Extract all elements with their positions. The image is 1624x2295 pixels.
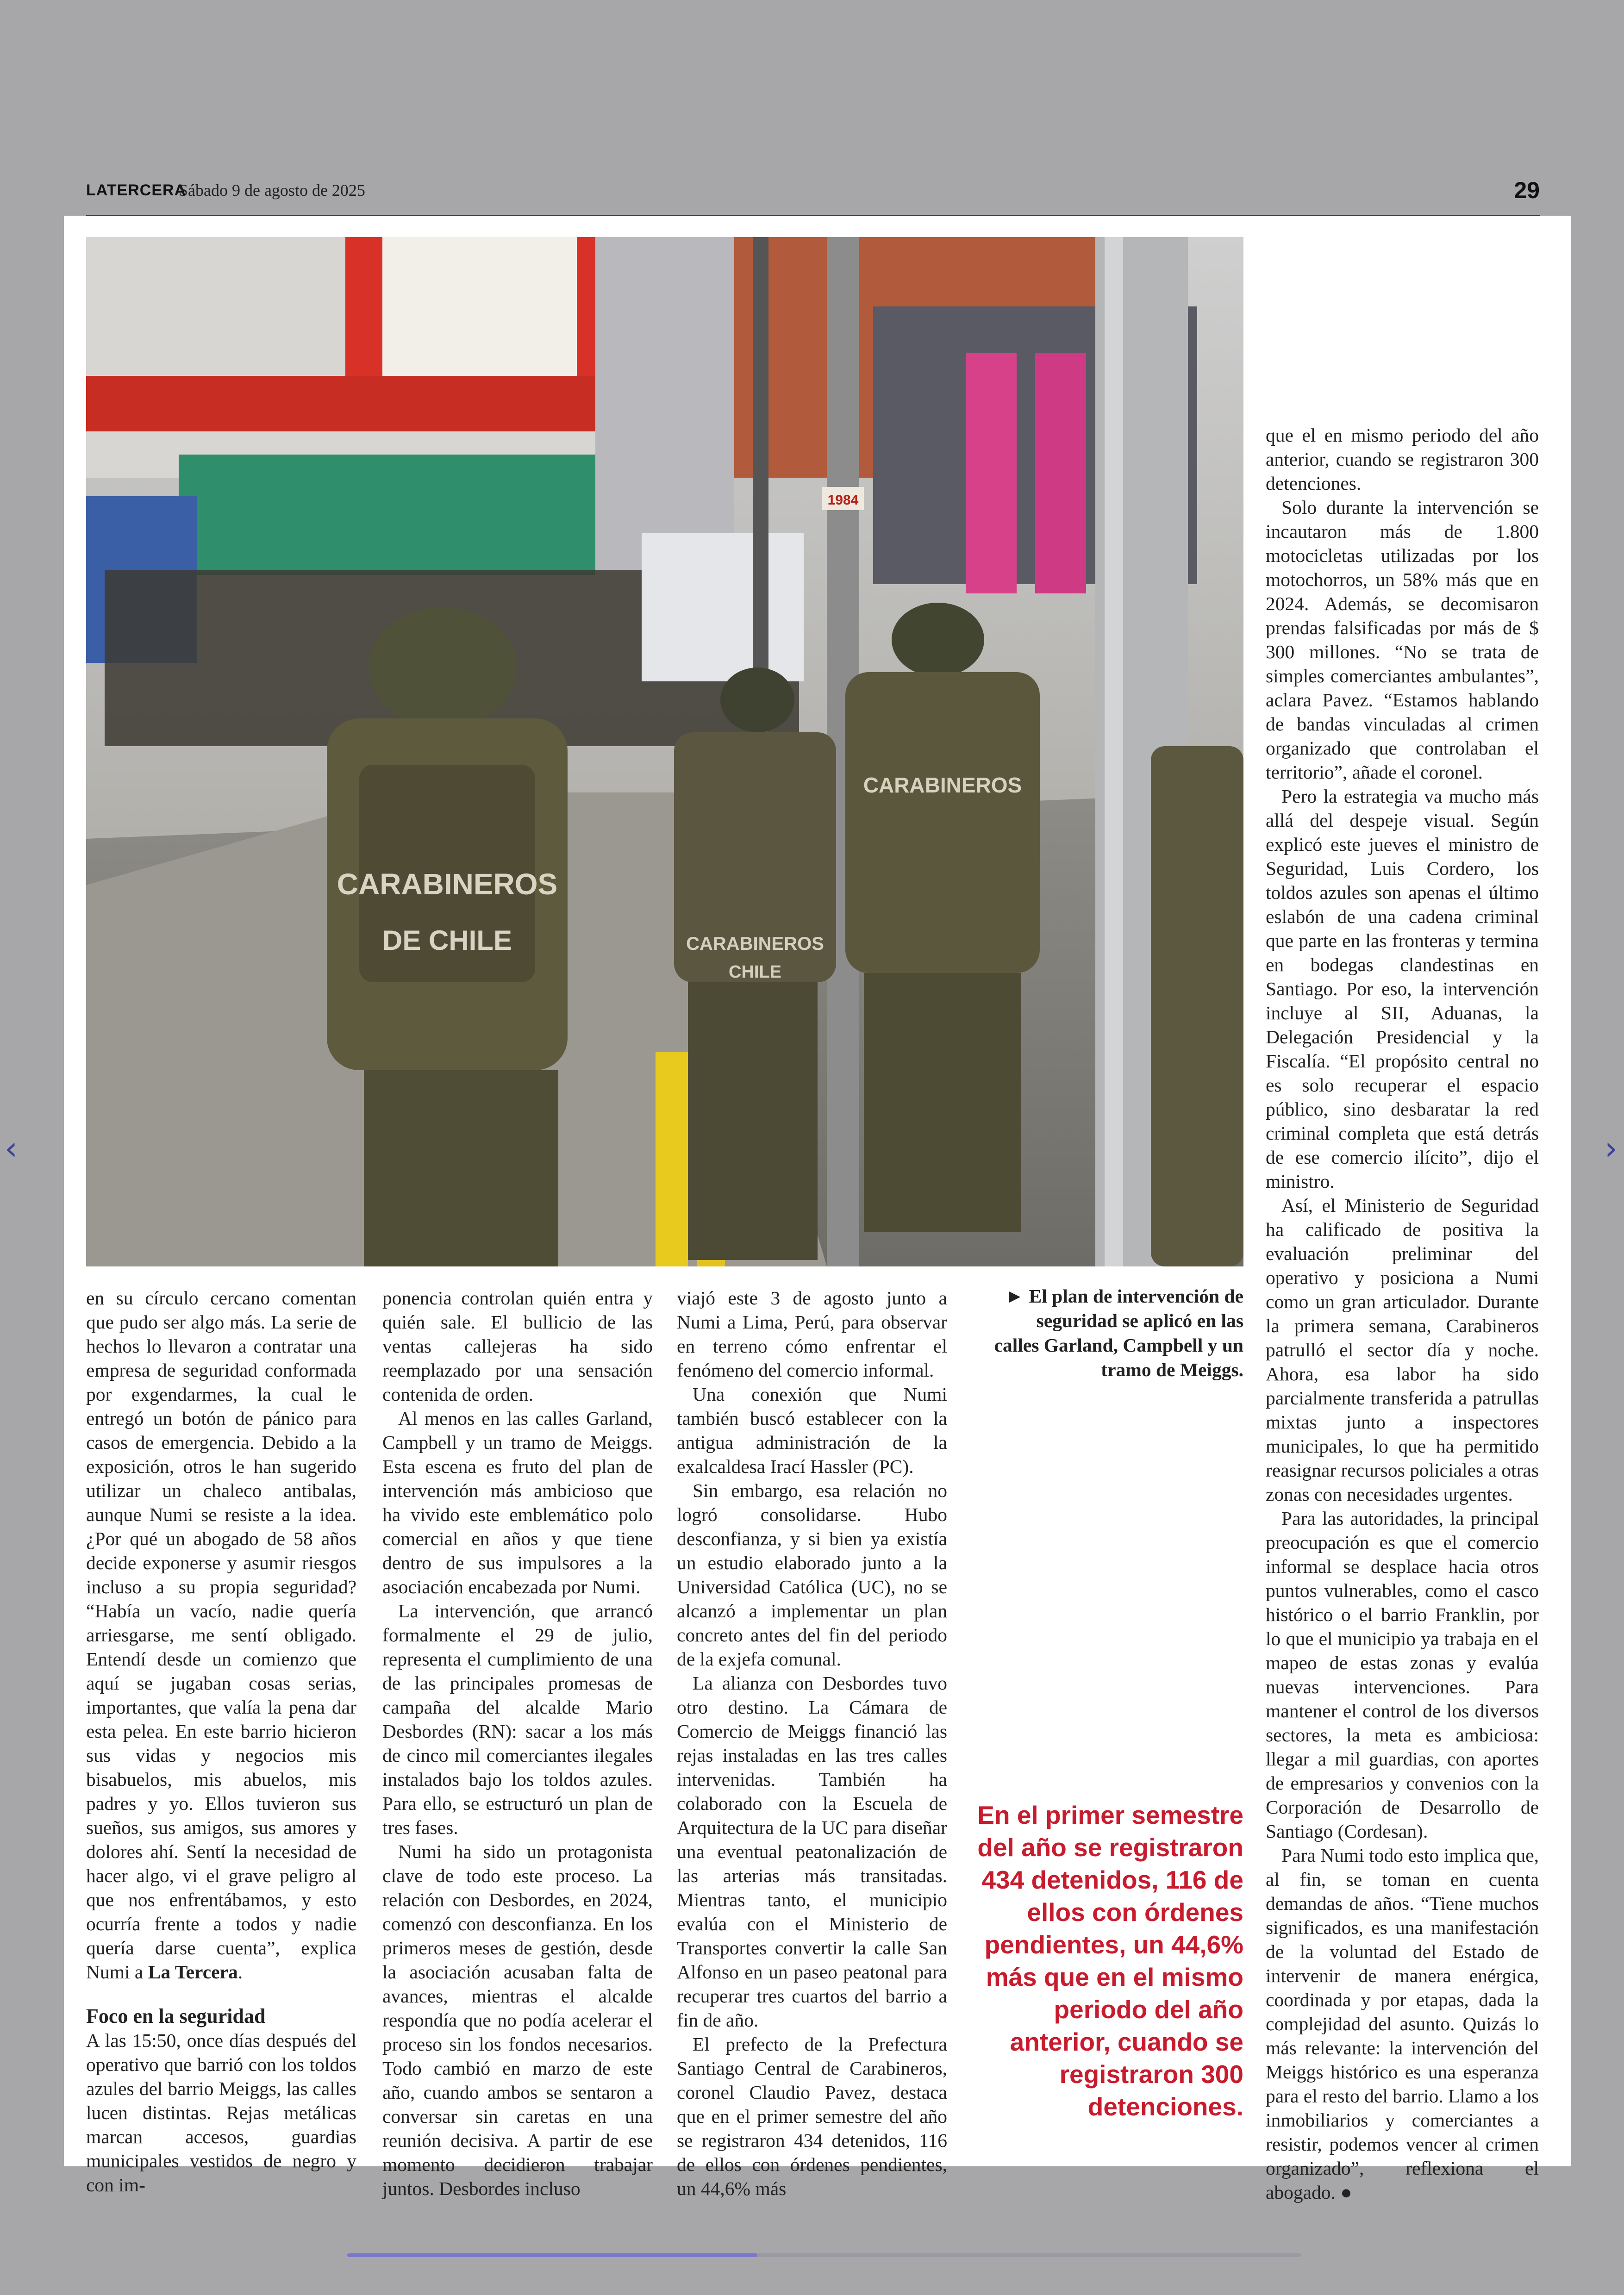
vest-text-carabineros: CARABINEROS — [337, 867, 558, 901]
vest-text-carabineros-2: CARABINEROS — [686, 934, 824, 954]
article-column-1 — [86, 1286, 356, 2197]
paragraph: en su círculo cercano comentan que pudo ser algo más. La serie de hechos lo llevaron a contratar una empresa de seguridad conformada por exgendarmes, la cual le entregó un botón de pánico para casos de emergencia. Debido a la exposición, otros le han sugerido utilizar un chaleco antibalas, aunque Numi se resiste a la idea. ¿Por qué un abogado de 58 años decide exponerse y asumir riesgos incluso a su propia seguridad? “Había un vacío, nadie quería arriesgarse, me sentí obligado. Entendí desde un comienzo que aquí se jugaban cosas serias, importantes, que valía la pena dar esta pelea. En este barrio hicieron sus vidas y negocios mis bisabuelos, mis abuelos, mis padres y yo. Ellos tuvieron sus sueños, sus amigos, sus amores y dolores ahí. Sentí la necesidad de hacer algo, vi el grave peligro al que nos enfrentábamos, y esto ocurría frente a todos y nadie quería darse cuenta”, explica Numi a La Tercera. — [86, 1287, 356, 1983]
vest-text-carabineros-3: CARABINEROS — [863, 773, 1022, 797]
paragraph: que el en mismo periodo del año anterior, cuando se registraron 300 detenciones. — [1266, 424, 1539, 494]
paragraph: Pero la estrategia va mucho más allá del despeje visual. Según explicó este jueves el ministro de Seguridad, Luis Cordero, los toldos azules son apenas el último eslabón de una cadena criminal que parte en las fronteras y termina en bodegas clandestinas en Santiago. Por eso, la intervención incluye al SII, Aduanas, la Delegación Presidencial y la Fiscalía. “El propósito central no es solo recuperar el espacio público, sino desbaratar la red criminal completa que está detrás de ese comercio ilícito”, dijo el ministro. — [1266, 786, 1539, 1192]
publication-mention: La Tercera — [148, 1961, 238, 1983]
next-page-chevron-icon[interactable]: › — [1605, 1129, 1618, 1167]
paragraph: Para Numi todo esto implica que, al fin, se toman en cuenta demandas de años. “Tiene muchos significados, es una manifestación de la voluntad del Estado de intervenir de manera enérgica, coordinada y por etapas, dada la complejidad del asunto. Quizás lo más relevante: la intervención del Meiggs histórico es una esperanza para el resto del barrio. Llamo a los inmobiliarios y comerciantes a resistir, podemos vencer al crimen organizado”, reflexiona el abogado. ● — [1266, 1845, 1539, 2203]
photo-caption: ► El plan de intervención de seguridad se aplicó en las calles Garland, Campbell y un tramo de Meiggs. — [994, 1285, 1243, 1380]
page-header — [86, 177, 1540, 217]
vest-text-chile-2: CHILE — [729, 962, 781, 982]
article-column-2 — [382, 1286, 653, 2201]
newspaper-page — [64, 216, 1571, 2203]
paragraph: Numi ha sido un protagonista clave de todo este proceso. La relación con Desbordes, en 2024, comenzó con desconfianza. En los primeros meses de gestión, desde la asociación acusaban falta de avances, mientras el alcalde respondía que no podía acelerar el proceso sin los fondos necesarios. Todo cambió en marzo de este año, cuando ambos se sentaron a conversar sin caretas en una reunión decisiva. A partir de ese momento decidieron trabajar juntos. Desbordes incluso — [382, 1841, 653, 2199]
paragraph: La alianza con Desbordes tuvo otro destino. La Cámara de Comercio de Meiggs financió las rejas instaladas en las tres calles intervenidas. También ha colaborado con la Escuela de Arquitectura de la UC para diseñar una eventual peatonalización de las arterias más transitadas. Mientras tanto, el municipio evalúa con el Ministerio de Transportes convertir la calle San Alfonso en un paseo peatonal para recuperar tres cuartos del barrio a fin de año. — [677, 1672, 947, 2031]
section-subhead: Foco en la seguridad — [86, 2005, 266, 2027]
horizontal-scrollbar[interactable] — [347, 2253, 1301, 2257]
paragraph: Para las autoridades, la principal preocupación es que el comercio informal se desplace hacia otros puntos vulnerables, como el casco histórico o el barrio Franklin, por lo que el municipio ya trabaja en el mapeo de estas zonas y evalúa nuevas intervenciones. Para mantener el control de los diversos sectores, la meta es ambiciosa: llegar a mil guardias, con aportes de empresarios y convenios con la Corporación de Desarrollo de Santiago (Cordesan). — [1266, 1508, 1539, 1842]
pull-quote: En el primer semestre del año se registraron 434 detenidos, 116 de ellos con órdenes pendientes, un 44,6% más que en el mismo periodo del año anterior, cuando se registraron 300 detenciones. — [977, 1801, 1243, 2121]
paragraph: Al menos en las calles Garland, Campbell y un tramo de Meiggs. Esta escena es fruto del plan de intervención más ambicioso que ha vivido este emblemático polo comercial en años y que tiene dentro de sus impulsores a la asociación encabezada por Numi. — [382, 1408, 653, 1597]
newspaper-brand: LATERCERA — [86, 181, 187, 199]
paragraph: Así, el Ministerio de Seguridad ha calificado de positiva la evaluación preliminar del operativo y posiciona a Numi como un gran articulador. Durante la primera semana, Carabineros patrulló el sector día y noche. Ahora, esa labor ha sido parcialmente transferida a patrullas mixtas junto a inspectores municipales, lo que ha permitido reasignar recursos policiales a otras zonas con necesidades urgentes. — [1266, 1195, 1539, 1505]
paragraph: Solo durante la intervención se incautaron más de 1.800 motocicletas utilizadas por los motochorros, un 58% más que en 2024. Además, se decomisaron prendas falsificadas por más de $ 300 millones. “No se trata de simples comerciantes ambulantes”, aclara Pavez. “Estamos hablando de bandas vinculadas al crimen organizado que controlaban el territorio”, añade el coronel. — [1266, 497, 1539, 783]
paragraph: El prefecto de la Prefectura Santiago Central de Carabineros, coronel Claudio Pavez, destaca que en el primer semestre del año se registraron 434 detenidos, 116 de ellos con órdenes pendientes, un 44,6% más — [677, 2033, 947, 2199]
scrollbar-thumb[interactable] — [347, 2253, 757, 2257]
article-column-5 — [1266, 423, 1539, 2204]
pole-sticker-1984: 1984 — [827, 493, 859, 508]
previous-page-chevron-icon[interactable]: ‹ — [5, 1129, 18, 1167]
vest-text-de-chile: DE CHILE — [382, 925, 512, 956]
article-column-3 — [677, 1286, 947, 2201]
paragraph: La intervención, que arrancó formalmente el 29 de julio, representa el cumplimiento de una de las principales promesas de campaña del alcalde Mario Desbordes (RN): sacar a los más de cinco mil comerciantes ilegales instalados bajo los toldos azules. Para ello, se estructuró un plan de tres fases. — [382, 1600, 653, 1838]
issue-date: Sábado 9 de agosto de 2025 — [179, 181, 365, 200]
paragraph: Sin embargo, esa relación no logró consolidarse. Hubo desconfianza, y si bien ya existía un estudio elaborado junto a la Universidad Católica (UC), no se alcanzó a implementar un plan concreto antes del fin del periodo de la exjefa comunal. — [677, 1480, 947, 1670]
page-number: 29 — [1514, 177, 1540, 203]
paragraph: viajó este 3 de agosto junto a Numi a Lima, Perú, para observar en terreno cómo enfrentar el fenómeno del comercio informal. — [677, 1287, 947, 1381]
article-photo — [86, 237, 1243, 1266]
police-street-scene-image — [86, 237, 1243, 1266]
paragraph: ponencia controlan quién entra y quién sale. El bullicio de las ventas callejeras ha sido reemplazado por una sensación contenida de orden. — [382, 1287, 653, 1405]
paragraph: A las 15:50, once días después del operativo que barrió con los toldos azules del barrio Meiggs, las calles lucen distintas. Rejas metálicas marcan accesos, guardias municipales vestidos de negro y con im- — [86, 2030, 356, 2195]
paragraph: Una conexión que Numi también buscó establecer con la antigua administración de la exalcaldesa Irací Hassler (PC). — [677, 1384, 947, 1477]
